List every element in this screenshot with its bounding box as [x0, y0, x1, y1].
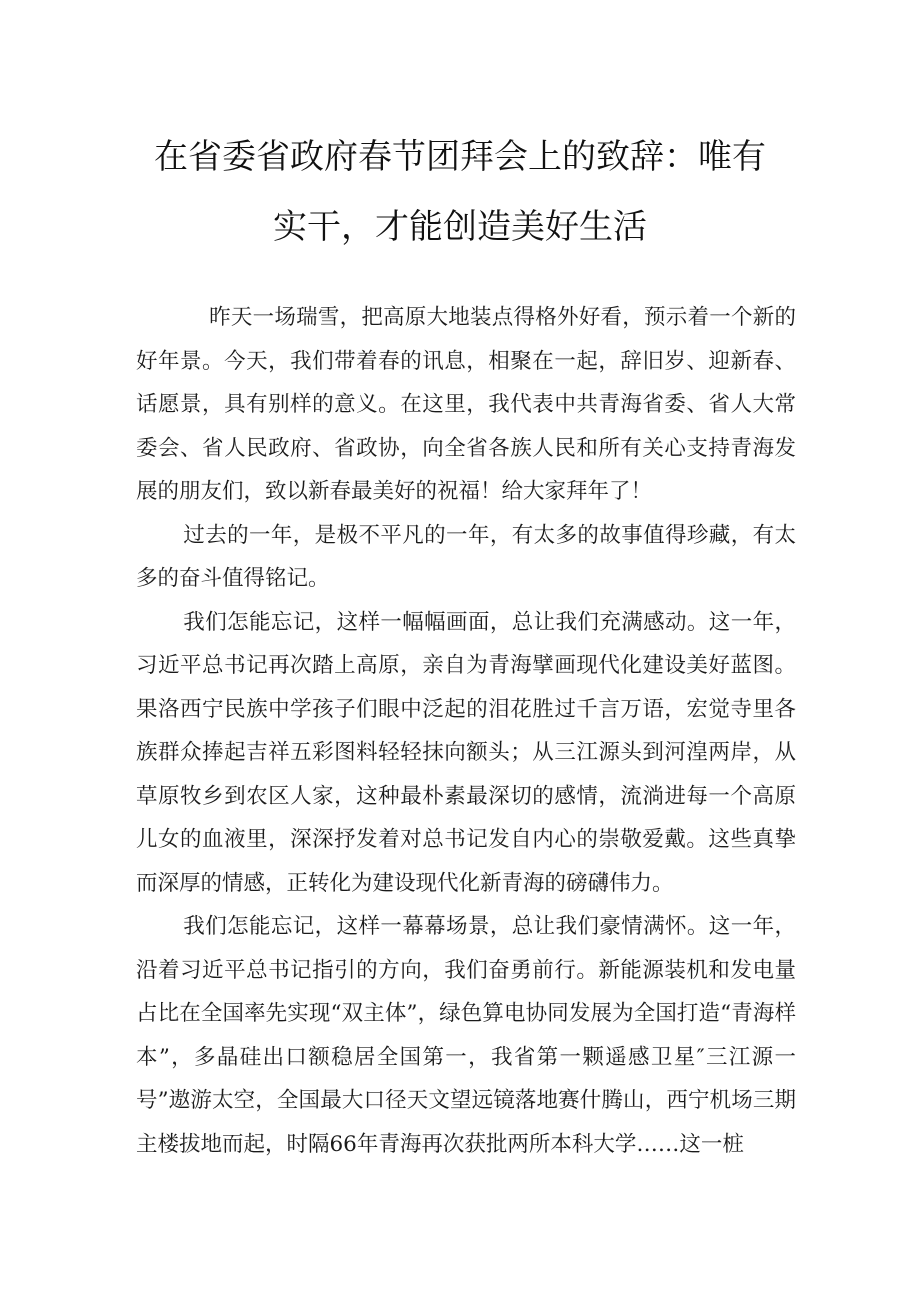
paragraph-memories-achievements: 我们怎能忘记，这样一幕幕场景，总让我们豪情满怀。这一年，沿着习近平总书记指引的方向，我们奋勇前行。新能源装机和发电量占比在全国率先实现“双主体”，绿色算电协同发展为全国打造“青海样本”，多晶硅出口额稳居全国第一，我省第一颗遥感卫星″三江源一号”遨游太空，全国最大口径天文望远镜落地赛什腾山，西宁机场三期主楼拔地而起，时隔66年青海再次获批两所本科大学……这一桩: [136, 914, 796, 1157]
document-title-line-1: 在省委省政府春节团拜会上的致辞：唯有: [154, 137, 766, 177]
paragraph-greeting: 昨天一场瑞雪，把高原大地装点得格外好看，预示着一个新的好年景。今天，我们带着春的讯息，相聚在一起，辞旧岁、迎新春、话愿景，具有别样的意义。在这里，我代表中共青海省委、省人大常委会、省人民政府、省政协，向全省各族人民和所有关心支持青海发展的朋友们，致以新春最美好的祝福！给大家拜年了！: [136, 305, 796, 504]
document-body: [136, 296, 796, 1166]
paragraph-memories-moving: 我们怎能忘记，这样一幅幅画面，总让我们充满感动。这一年，习近平总书记再次踏上高原，亲自为青海擘画现代化建设美好蓝图。果洛西宁民族中学孩子们眼中泛起的泪花胜过千言万语，宏觉寺里各族群众捧起吉祥五彩图料轻轻抹向额头；从三江源头到河湟两岸，从草原牧乡到农区人家，这种最朴素最深切的感情，流淌进每一个高原儿女的血液里，深深抒发着对总书记发自内心的崇敬爱戴。这些真挚而深厚的情感，正转化为建设现代化新青海的磅礴伟力。: [136, 609, 796, 896]
paragraph-past-year: 过去的一年，是极不平凡的一年，有太多的故事值得珍藏，有太多的奋斗值得铭记。: [136, 522, 796, 591]
document-title-line-2: 实干，才能创造美好生活: [273, 207, 647, 247]
